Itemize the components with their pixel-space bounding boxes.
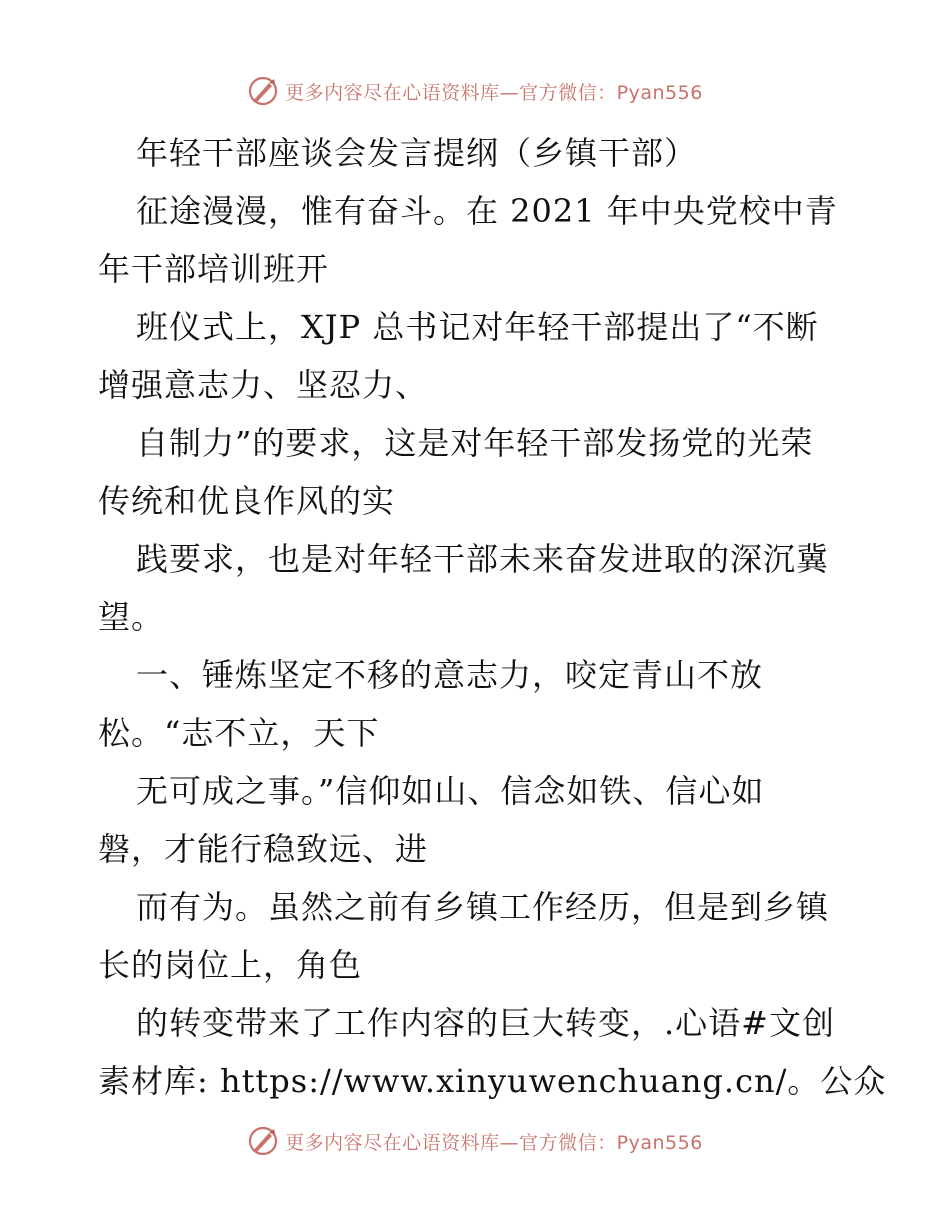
- text-line: 而有为。虽然之前有乡镇工作经历，但是到乡镇: [136, 888, 830, 926]
- text-line: 班仪式上，XJP 总书记对年轻干部提出了“不断: [136, 308, 819, 346]
- text-line: 增强意志力、坚忍力、: [98, 366, 429, 404]
- text-line: 松。“志不立，天下: [98, 714, 380, 752]
- text-line: 磐，才能行稳致远、进: [98, 830, 429, 868]
- text-line: 一、锤炼坚定不移的意志力，咬定青山不放: [136, 656, 764, 694]
- text-line: 的转变带来了工作内容的巨大转变，.心语#文创: [136, 1004, 835, 1042]
- text-line: 年轻干部座谈会发言提纲（乡镇干部）: [136, 134, 698, 172]
- document-body: [98, 124, 887, 1110]
- text-line: 自制力”的要求，这是对年轻干部发扬党的光荣: [136, 424, 814, 462]
- text-line: 践要求，也是对年轻干部未来奋发进取的深沉冀: [136, 540, 830, 578]
- header-watermark: [0, 71, 950, 111]
- quill-logo-icon: [247, 1125, 279, 1157]
- text-line: 征途漫漫，惟有奋斗。在 2021 年中央党校中青: [136, 192, 838, 230]
- text-line: 无可成之事。”信仰如山、信念如铁、信心如: [136, 772, 765, 810]
- text-line: 长的岗位上，角色: [98, 946, 363, 984]
- quill-logo-icon: [247, 75, 279, 107]
- watermark-text: 更多内容尽在心语资料库—官方微信：Pyan556: [285, 1131, 703, 1154]
- text-line: 传统和优良作风的实: [98, 482, 396, 520]
- watermark-text: 更多内容尽在心语资料库—官方微信：Pyan556: [285, 81, 703, 104]
- text-line: 素材库: https://www.xinyuwenchuang.cn/。公众: [98, 1062, 887, 1100]
- text-line: 年干部培训班开: [98, 250, 330, 288]
- footer-watermark: [0, 1121, 950, 1161]
- text-line: 望。: [98, 598, 165, 636]
